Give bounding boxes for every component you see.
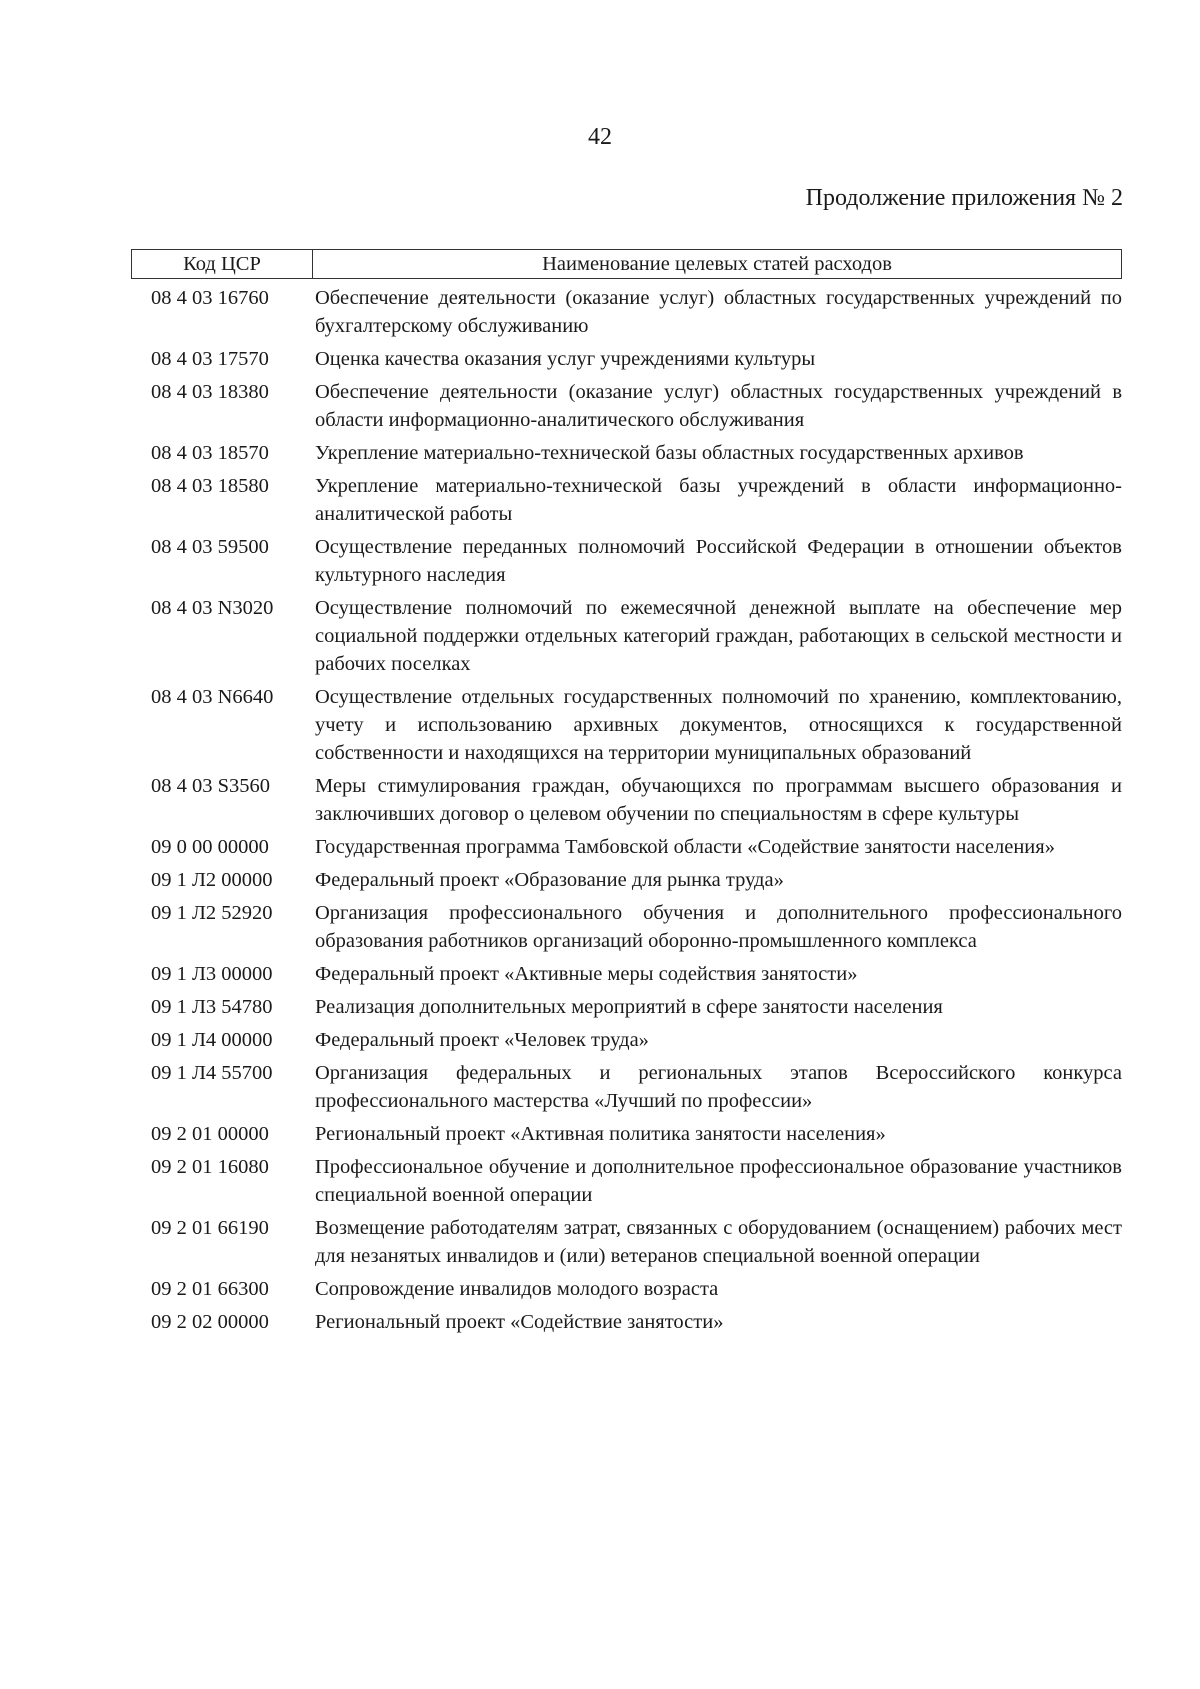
cell-name: Федеральный проект «Активные меры содействия занятости» [315, 963, 858, 985]
table-row [131, 899, 1122, 955]
cell-code: 09 1 Л2 00000 [151, 869, 273, 891]
page-number: 42 [588, 124, 612, 150]
table-row [131, 533, 1122, 589]
budget-table [131, 249, 1122, 1336]
table-row [131, 1275, 1122, 1303]
cell-name: Организация профессионального обучения и дополнительного профессионального образования работников организаций оборонно-промышленного комплекса [315, 902, 1122, 952]
cell-code: 09 2 01 00000 [151, 1123, 269, 1145]
cell-code: 08 4 03 18570 [151, 442, 269, 464]
table-row [131, 1059, 1122, 1115]
cell-code: 08 4 03 18580 [151, 475, 269, 497]
cell-code: 09 1 Л4 00000 [151, 1029, 273, 1051]
table-row [131, 1153, 1122, 1209]
cell-code: 09 1 Л4 55700 [151, 1062, 273, 1084]
cell-code: 08 4 03 59500 [151, 536, 269, 558]
cell-code: 09 2 01 66300 [151, 1278, 269, 1300]
cell-name: Реализация дополнительных мероприятий в сфере занятости населения [315, 996, 943, 1018]
table-header [131, 249, 1122, 279]
table-row [131, 1120, 1122, 1148]
header-code: Код ЦСР [132, 250, 313, 278]
cell-name: Осуществление переданных полномочий Российской Федерации в отношении объектов культурного наследия [315, 536, 1122, 586]
cell-name: Федеральный проект «Человек труда» [315, 1029, 649, 1051]
table-row [131, 1214, 1122, 1270]
cell-code: 09 2 02 00000 [151, 1311, 269, 1333]
cell-code: 09 1 Л3 00000 [151, 963, 273, 985]
cell-name: Оценка качества оказания услуг учреждениями культуры [315, 348, 816, 370]
table-row [131, 472, 1122, 528]
cell-name: Профессиональное обучение и дополнительное профессиональное образование участников специальной военной операции [315, 1156, 1122, 1206]
cell-name: Укрепление материально-технической базы учреждений в области информационно-аналитической работы [315, 475, 1122, 525]
table-body [131, 284, 1122, 1336]
appendix-title: Продолжение приложения № 2 [805, 185, 1123, 211]
table-row [131, 683, 1122, 767]
cell-code: 08 4 03 18380 [151, 381, 269, 403]
table-row [131, 284, 1122, 340]
cell-name: Обеспечение деятельности (оказание услуг) областных государственных учреждений по бухгалтерскому обслуживанию [315, 287, 1122, 337]
table-row [131, 866, 1122, 894]
cell-name: Федеральный проект «Образование для рынка труда» [315, 869, 784, 891]
cell-code: 08 4 03 S3560 [151, 775, 271, 797]
cell-name: Осуществление полномочий по ежемесячной денежной выплате на обеспечение мер социальной поддержки отдельных категорий граждан, работающих в сельской местности и рабочих поселках [315, 597, 1122, 675]
table-row [131, 345, 1122, 373]
cell-code: 09 1 Л2 52920 [151, 902, 273, 924]
table-row [131, 1026, 1122, 1054]
cell-code: 09 1 Л3 54780 [151, 996, 273, 1018]
table-row [131, 439, 1122, 467]
cell-name: Укрепление материально-технической базы областных государственных архивов [315, 442, 1024, 464]
cell-name: Сопровождение инвалидов молодого возраста [315, 1278, 719, 1300]
table-row [131, 1308, 1122, 1336]
table-row [131, 993, 1122, 1021]
header-name: Наименование целевых статей расходов [542, 253, 892, 275]
cell-name: Региональный проект «Содействие занятости» [315, 1311, 724, 1333]
cell-name: Организация федеральных и региональных этапов Всероссийского конкурса профессионального мастерства «Лучший по профессии» [315, 1062, 1122, 1112]
table-row [131, 378, 1122, 434]
table-row [131, 772, 1122, 828]
table-row [131, 594, 1122, 678]
cell-code: 09 2 01 16080 [151, 1156, 269, 1178]
cell-code: 08 4 03 N6640 [151, 686, 274, 708]
cell-code: 08 4 03 17570 [151, 348, 269, 370]
table-row [131, 833, 1122, 861]
cell-name: Государственная программа Тамбовской области «Содействие занятости населения» [315, 836, 1055, 858]
cell-name: Возмещение работодателям затрат, связанных с оборудованием (оснащением) рабочих мест для незанятых инвалидов и (или) ветеранов специальной военной операции [315, 1217, 1122, 1267]
cell-name: Региональный проект «Активная политика занятости населения» [315, 1123, 886, 1145]
cell-code: 08 4 03 16760 [151, 287, 269, 309]
cell-name: Осуществление отдельных государственных полномочий по хранению, комплектованию, учету и использованию архивных документов, относящихся к государственной собственности и находящихся на территории муниципальных образований [315, 686, 1122, 764]
cell-code: 09 2 01 66190 [151, 1217, 269, 1239]
cell-code: 09 0 00 00000 [151, 836, 269, 858]
cell-name: Меры стимулирования граждан, обучающихся по программам высшего образования и заключивших договор о целевом обучении по специальностям в сфере культуры [315, 775, 1122, 825]
cell-code: 08 4 03 N3020 [151, 597, 274, 619]
table-row [131, 960, 1122, 988]
cell-name: Обеспечение деятельности (оказание услуг) областных государственных учреждений в области информационно-аналитического обслуживания [315, 381, 1122, 431]
